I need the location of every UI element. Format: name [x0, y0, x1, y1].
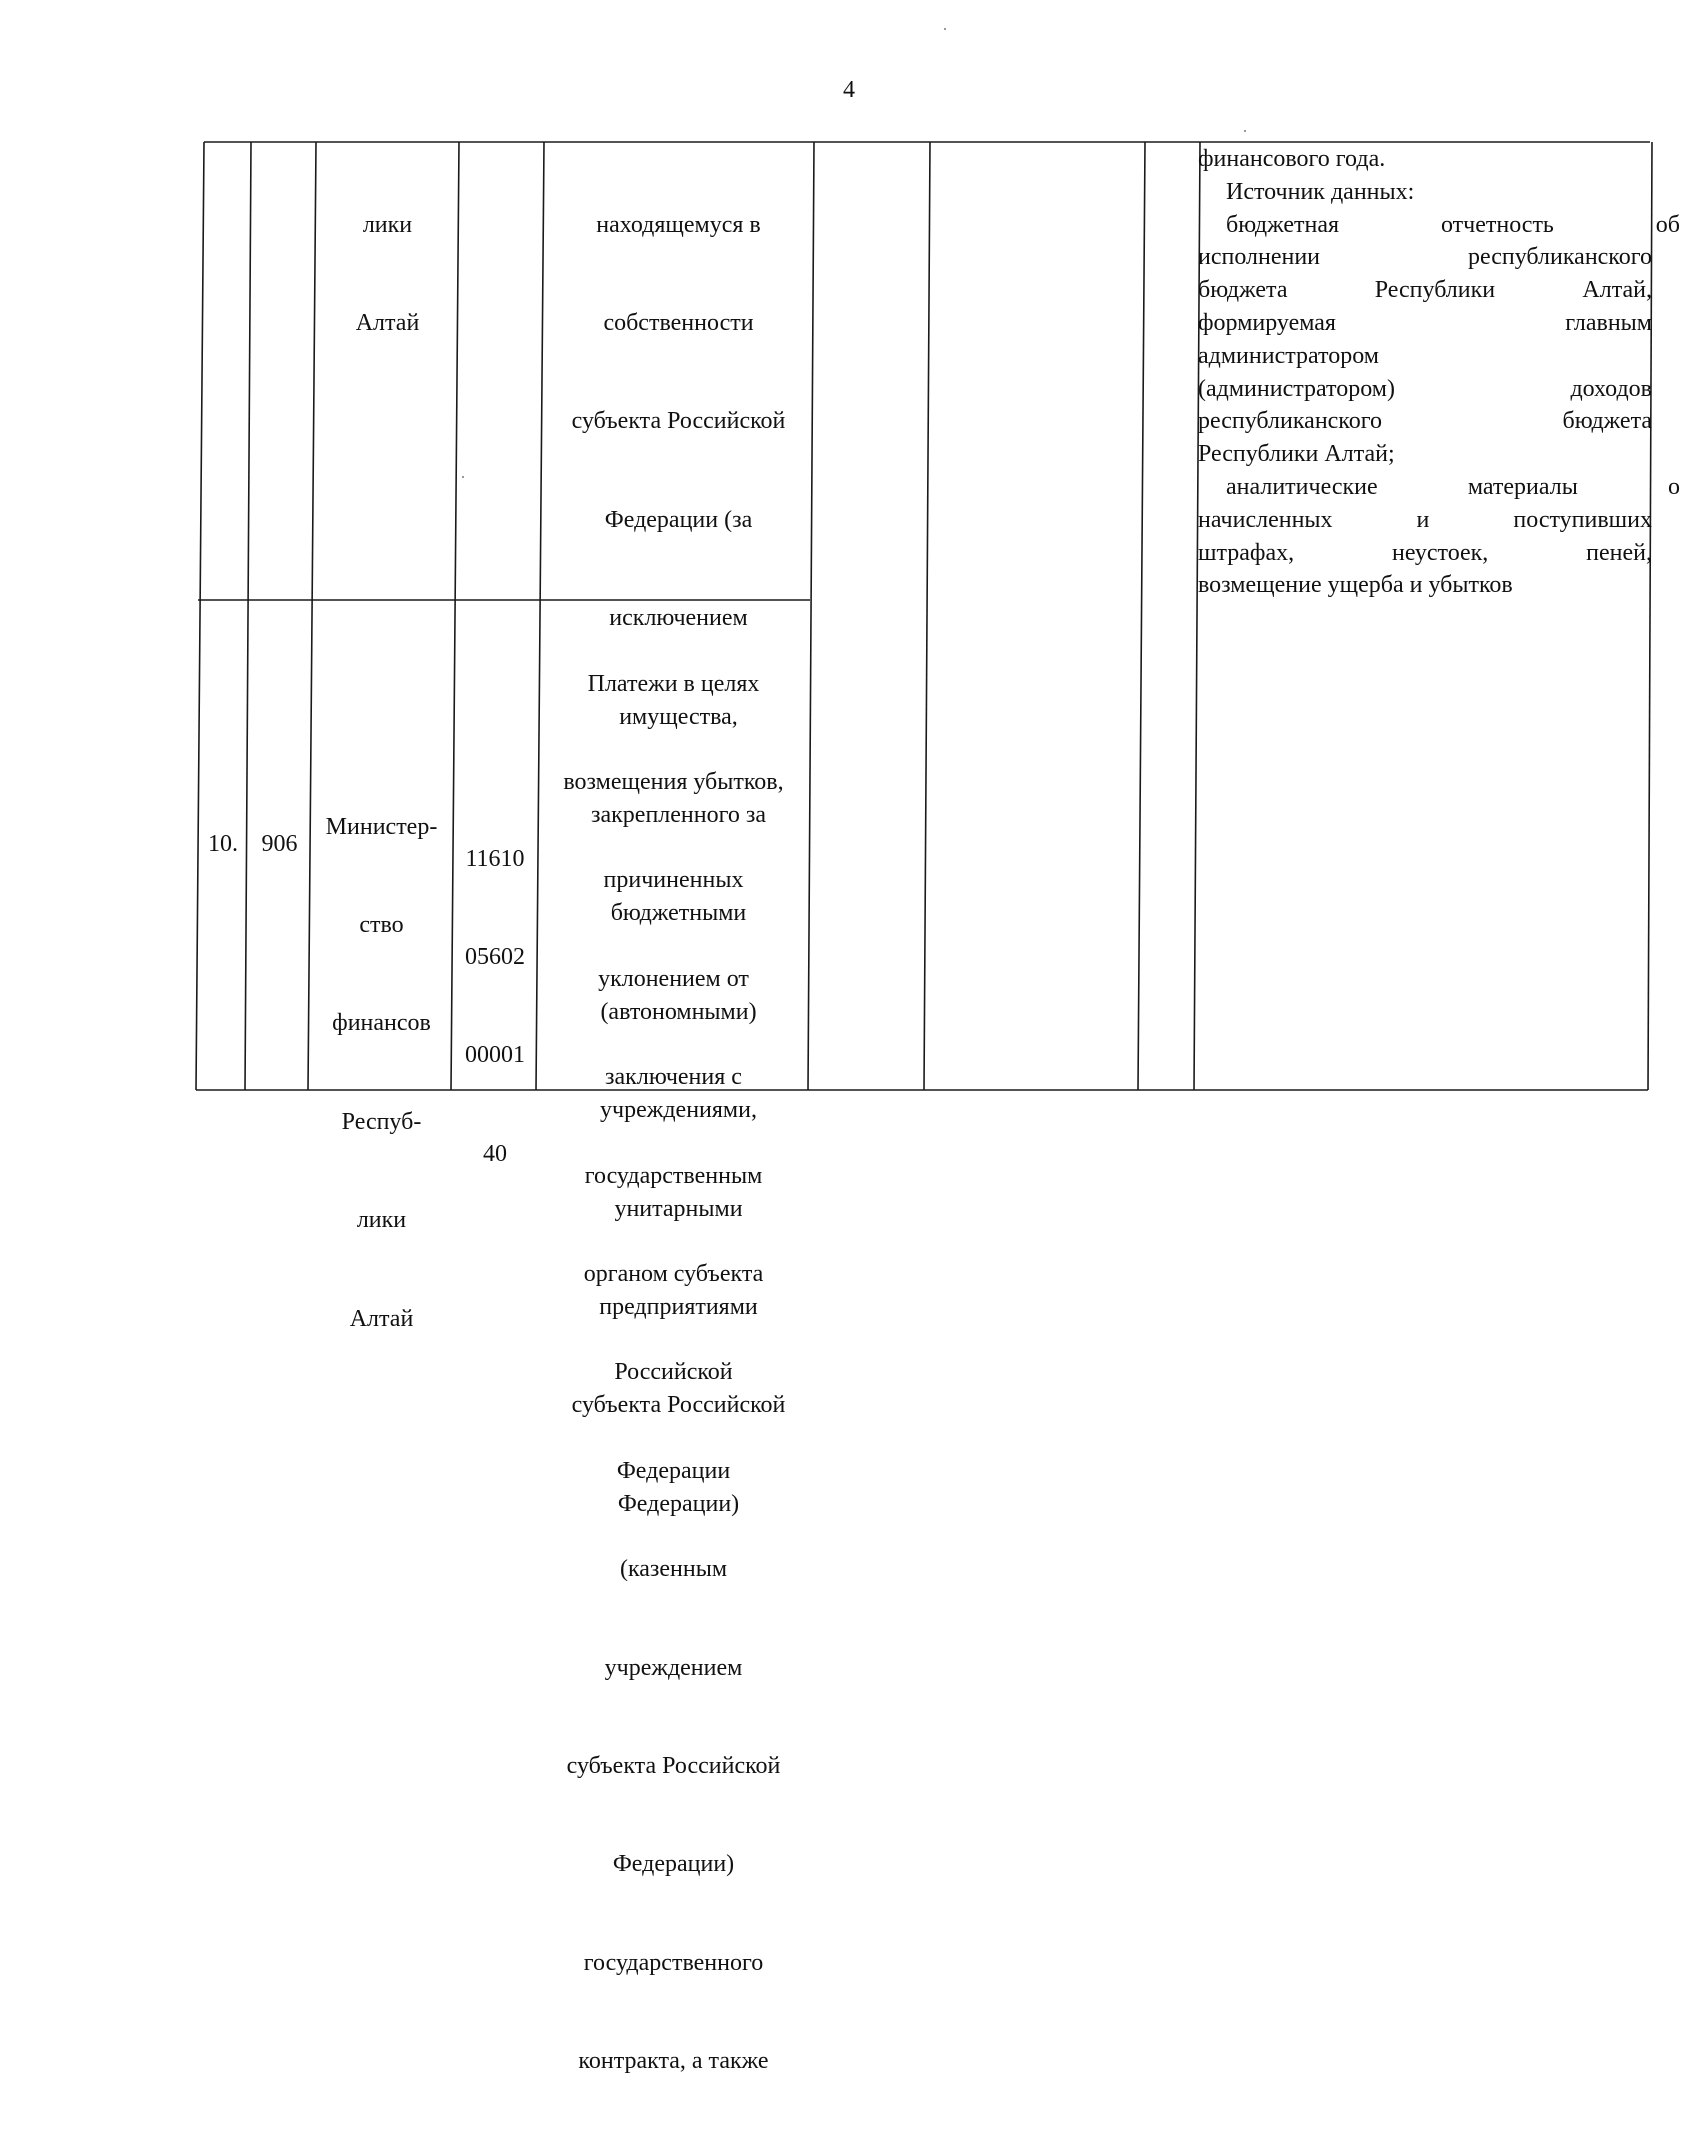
- source-note-word: пеней,: [1586, 539, 1652, 566]
- source-note-word: начисленных: [1198, 506, 1333, 533]
- row-number-cell: 10.: [208, 831, 238, 857]
- source-note-word: бюджета: [1198, 277, 1288, 304]
- name-line: собственности: [603, 309, 754, 336]
- source-note-cell: [1198, 143, 1680, 602]
- source-note-line: [1198, 274, 1652, 307]
- admin-line: Алтай: [355, 309, 420, 336]
- name-line: заключения с: [605, 1064, 742, 1091]
- name-line: государственного: [583, 1949, 764, 1976]
- source-note-word: бюджета: [1562, 408, 1652, 435]
- name-line: органом субъекта: [583, 1260, 764, 1287]
- name-line: учреждениями,: [600, 1097, 757, 1124]
- source-note-line: [1198, 405, 1652, 438]
- name-line: предприятиями: [599, 1293, 758, 1320]
- source-note-word: (администратором): [1198, 375, 1395, 402]
- source-note-line: [1198, 176, 1652, 209]
- admin-line: лики: [362, 211, 413, 238]
- page-number: 4: [843, 77, 855, 103]
- source-note-word: аналитические: [1226, 473, 1378, 500]
- source-note-line: [1198, 438, 1652, 471]
- kbk-code-cell: [453, 777, 537, 1236]
- source-note-word: главным: [1565, 309, 1652, 336]
- admin-line: Алтай: [349, 1305, 414, 1332]
- source-note-word: бюджетная: [1226, 211, 1340, 238]
- col-divider-6: [924, 142, 930, 1090]
- name-line: возмещения убытков,: [563, 768, 784, 795]
- kbk-line: 00001: [465, 1042, 525, 1069]
- source-note-word: штрафах,: [1198, 539, 1295, 566]
- source-note-word: республиканского: [1468, 244, 1652, 271]
- source-note-word: Республики: [1374, 277, 1496, 304]
- admin-line: Респуб-: [341, 1108, 422, 1135]
- source-note-line: [1198, 307, 1652, 340]
- source-note-word: Источник данных:: [1226, 178, 1415, 205]
- name-line: Федерации: [616, 1457, 731, 1484]
- name-line: имущества,: [619, 703, 738, 730]
- admin-line: финансов: [332, 1010, 431, 1037]
- source-note-word: финансового года.: [1198, 146, 1386, 172]
- source-note-line: [1198, 241, 1652, 274]
- name-line: государственным: [584, 1162, 763, 1189]
- name-line: унитарными: [614, 1195, 743, 1222]
- source-note-word: администратором: [1198, 342, 1379, 369]
- kbk-line: 05602: [465, 943, 525, 970]
- name-line: субъекта Российской: [571, 408, 786, 435]
- row2-admin-cell: [310, 745, 453, 1401]
- source-note-word: о: [1668, 473, 1680, 500]
- name-line: Федерации): [617, 1490, 740, 1517]
- source-note-word: отчетность: [1440, 211, 1554, 238]
- kbk-line: 11610: [465, 845, 525, 872]
- source-note-line: [1198, 340, 1652, 373]
- source-note-word: доходов: [1570, 375, 1652, 402]
- name-line: учреждением: [604, 1654, 743, 1681]
- source-note-line: [1198, 569, 1652, 602]
- name-line: субъекта Российской: [571, 1392, 786, 1419]
- name-line: исключением: [609, 605, 748, 632]
- admin-line: лики: [356, 1207, 407, 1234]
- name-line: уклонением от: [598, 965, 749, 992]
- source-note-line: [1198, 471, 1680, 504]
- name-line: Федерации): [612, 1851, 735, 1878]
- table-left-border: [196, 142, 204, 1090]
- source-note-word: возмещение ущерба и убытков: [1198, 572, 1513, 599]
- name-line: Федерации (за: [604, 506, 753, 533]
- source-note-word: неустоек,: [1391, 539, 1489, 566]
- admin-line: ство: [359, 911, 404, 938]
- name-line: (автономными): [600, 998, 757, 1025]
- source-note-word: Республики Алтай;: [1198, 441, 1395, 468]
- source-note-word: Алтай,: [1582, 277, 1652, 304]
- source-note-word: и: [1416, 506, 1430, 533]
- scan-speck: [1244, 130, 1246, 132]
- source-note-line: [1198, 209, 1680, 242]
- source-note-word: поступивших: [1513, 506, 1652, 533]
- col-divider-1: [245, 142, 251, 1090]
- source-note-line: [1198, 537, 1652, 570]
- name-line: закрепленного за: [591, 801, 766, 828]
- name-line: причиненных: [603, 867, 744, 894]
- source-note-line: [1198, 373, 1652, 406]
- name-line: субъекта Российской: [566, 1752, 781, 1779]
- admin-code-cell: 906: [261, 831, 298, 857]
- source-note-word: исполнении: [1198, 244, 1321, 271]
- name-line: бюджетными: [610, 900, 747, 927]
- col-divider-7: [1138, 142, 1145, 1090]
- source-note-word: об: [1655, 211, 1680, 238]
- row2-name-cell: [536, 602, 811, 2143]
- source-note-word: материалы: [1467, 473, 1578, 500]
- name-line: находящемуся в: [596, 211, 761, 238]
- name-line: Российской: [614, 1359, 733, 1386]
- admin-line: Министер-: [325, 813, 438, 840]
- source-note-word: формируемая: [1198, 309, 1336, 336]
- row1-admin-cell: [316, 143, 459, 405]
- name-line: Платежи в целях: [587, 670, 760, 697]
- scan-speck: [944, 28, 946, 30]
- name-line: (казенным: [619, 1556, 728, 1583]
- source-note-line: [1198, 143, 1652, 176]
- source-note-word: республиканского: [1198, 408, 1382, 435]
- scan-speck: [462, 476, 464, 478]
- kbk-line: 40: [483, 1140, 507, 1167]
- name-line: контракта, а также: [578, 2048, 769, 2075]
- source-note-line: [1198, 504, 1652, 537]
